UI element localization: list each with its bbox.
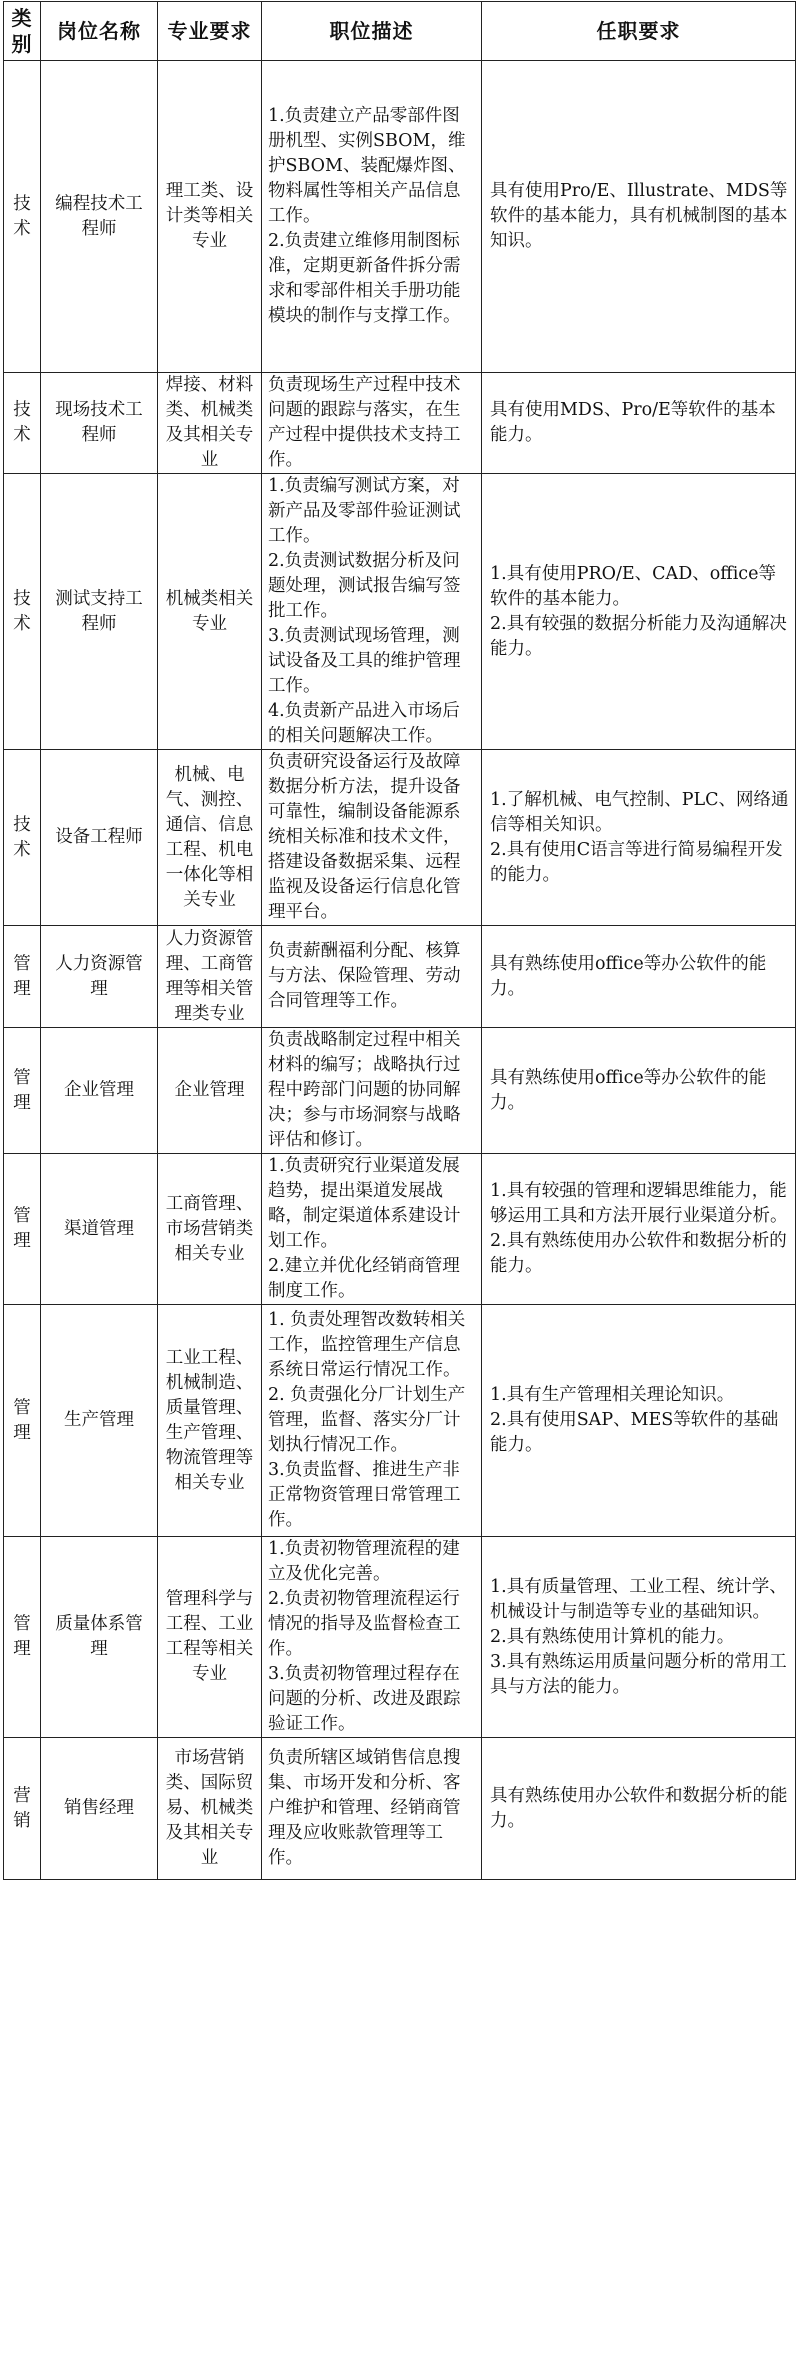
- cell-major-text: 机械类相关专业: [165, 588, 254, 634]
- header-requirements: 任职要求: [482, 2, 796, 61]
- cell-category-text: 技术: [13, 588, 31, 634]
- cell-title-text: 生产管理: [64, 1410, 134, 1430]
- cell-description: [262, 1738, 482, 1880]
- cell-title-text: 人力资源管理: [55, 953, 143, 999]
- cell-title-text: 编程技术工程师: [55, 193, 143, 239]
- cell-major-text: 机械、电气、测控、通信、信息工程、机电一体化等相关专业: [165, 764, 254, 910]
- cell-title: [41, 373, 158, 474]
- job-listing-table: [3, 1, 796, 1880]
- cell-major: [158, 926, 262, 1028]
- cell-requirements-text: 具有熟练使用办公软件和数据分析的能力。: [490, 1785, 788, 1831]
- cell-title: [41, 1305, 158, 1537]
- cell-requirements-text: 1.具有较强的管理和逻辑思维能力，能够运用工具和方法开展行业渠道分析。 2.具有熟练使用办公软件和数据分析的能力。: [490, 1181, 788, 1276]
- cell-description-text: 1.负责研究行业渠道发展趋势，提出渠道发展战略，制定渠道体系建设计划工作。 2.建立并优化经销商管理制度工作。: [268, 1156, 461, 1301]
- cell-category: [4, 373, 41, 474]
- cell-category: [4, 1154, 41, 1305]
- cell-category-text: 管理: [13, 953, 31, 999]
- cell-description: [262, 1028, 482, 1154]
- cell-major-text: 焊接、材料类、机械类及其相关专业: [165, 375, 254, 470]
- cell-requirements-text: 1.具有生产管理相关理论知识。 2.具有使用SAP、MES等软件的基础能力。: [490, 1385, 779, 1455]
- cell-category-text: 营销: [13, 1785, 31, 1831]
- cell-description-text: 负责所辖区域销售信息搜集、市场开发和分析、客户维护和管理、经销商管理及应收账款管理等工作。: [268, 1748, 461, 1868]
- cell-major-text: 企业管理: [174, 1080, 245, 1100]
- header-row: [4, 2, 796, 61]
- table-row: [4, 926, 796, 1028]
- cell-description-text: 负责薪酬福利分配、核算与方法、保险管理、劳动合同管理等工作。: [268, 941, 461, 1011]
- table-row: [4, 474, 796, 750]
- cell-category-text: 技术: [13, 814, 31, 860]
- cell-major: [158, 1154, 262, 1305]
- cell-requirements-text: 1.了解机械、电气控制、PLC、网络通信等相关知识。 2.具有使用C语言等进行简易编程开发的能力。: [490, 789, 789, 885]
- cell-description: [262, 474, 482, 750]
- cell-major-text: 市场营销类、国际贸易、机械类及其相关专业: [165, 1748, 254, 1868]
- table-row: [4, 1537, 796, 1738]
- cell-requirements: [482, 61, 796, 373]
- cell-requirements: [482, 1154, 796, 1305]
- cell-description: [262, 61, 482, 373]
- cell-category: [4, 750, 41, 926]
- cell-major-text: 人力资源管理、工商管理等相关管理类专业: [165, 928, 254, 1024]
- cell-major: [158, 1028, 262, 1154]
- cell-description: [262, 1154, 482, 1305]
- cell-requirements: [482, 1738, 796, 1880]
- cell-category-text: 管理: [13, 1397, 31, 1443]
- cell-title-text: 销售经理: [64, 1798, 134, 1818]
- table-row: [4, 373, 796, 474]
- cell-major: [158, 474, 262, 750]
- cell-requirements: [482, 926, 796, 1028]
- cell-requirements: [482, 474, 796, 750]
- cell-major-text: 理工类、设计类等相关专业: [165, 181, 254, 251]
- cell-title-text: 企业管理: [64, 1080, 134, 1100]
- cell-title: [41, 1537, 158, 1738]
- cell-description-text: 1. 负责处理智改数转相关工作，监控管理生产信息系统日常运行情况工作。 2. 负责强化分厂计划生产管理，监督、落实分厂计划执行情况工作。 3.负责监督、推进生产非正常物资管理日常管理工作。: [268, 1310, 466, 1530]
- table-row: [4, 1305, 796, 1537]
- cell-title-text: 质量体系管理: [55, 1614, 143, 1659]
- cell-category: [4, 1537, 41, 1738]
- cell-description-text: 负责研究设备运行及故障数据分析方法，提升设备可靠性，编制设备能源系统相关标准和技术文件，搭建设备数据采集、远程监视及设备运行信息化管理平台。: [268, 752, 461, 922]
- cell-major-text: 管理科学与工程、工业工程等相关专业: [165, 1589, 254, 1684]
- cell-description-text: 1.负责建立产品零部件图册机型、实例SBOM，维护SBOM、装配爆炸图、物料属性等相关产品信息工作。 2.负责建立维修用制图标准，定期更新备件拆分需求和零部件相关手册功能模块的制作与支撑工作。: [268, 106, 466, 326]
- cell-title: [41, 1154, 158, 1305]
- header-title: 岗位名称: [41, 2, 158, 61]
- cell-requirements-text: 具有使用MDS、Pro/E等软件的基本能力。: [490, 400, 776, 445]
- cell-description: [262, 1305, 482, 1537]
- cell-major: [158, 61, 262, 373]
- table-row: [4, 1154, 796, 1305]
- cell-category: [4, 1028, 41, 1154]
- cell-description: [262, 1537, 482, 1738]
- header-category: 类别: [4, 2, 41, 61]
- cell-title-text: 设备工程师: [55, 827, 143, 847]
- cell-description-text: 1.负责初物管理流程的建立及优化完善。 2.负责初物管理流程运行情况的指导及监督检查工作。 3.负责初物管理过程存在问题的分析、改进及跟踪验证工作。: [268, 1539, 461, 1734]
- table-row: [4, 750, 796, 926]
- cell-requirements-text: 1.具有质量管理、工业工程、统计学、机械设计与制造等专业的基础知识。 2.具有熟练使用计算机的能力。 3.具有熟练运用质量问题分析的常用工具与方法的能力。: [490, 1576, 787, 1697]
- cell-title: [41, 1738, 158, 1880]
- table-row: [4, 61, 796, 373]
- cell-major-text: 工业工程、机械制造、质量管理、生产管理、物流管理等相关专业: [165, 1347, 254, 1493]
- cell-title-text: 测试支持工程师: [55, 588, 143, 634]
- cell-major: [158, 750, 262, 926]
- cell-category: [4, 926, 41, 1028]
- cell-major: [158, 1305, 262, 1537]
- cell-category-text: 技术: [13, 400, 31, 445]
- cell-major-text: 工商管理、市场营销类相关专业: [165, 1193, 254, 1264]
- cell-title: [41, 750, 158, 926]
- cell-description: [262, 373, 482, 474]
- cell-requirements-text: 具有熟练使用office等办公软件的能力。: [490, 953, 767, 999]
- cell-requirements-text: 1.具有使用PRO/E、CAD、office等软件的基本能力。 2.具有较强的数据分析能力及沟通解决能力。: [490, 563, 787, 659]
- cell-category-text: 管理: [13, 1067, 31, 1113]
- cell-description-text: 负责战略制定过程中相关材料的编写；战略执行过程中跨部门问题的协同解决；参与市场洞察与战略评估和修订。: [268, 1030, 461, 1150]
- header-description: 职位描述: [262, 2, 482, 61]
- cell-category-text: 管理: [13, 1206, 31, 1251]
- cell-category: [4, 61, 41, 373]
- cell-major: [158, 1738, 262, 1880]
- cell-title-text: 渠道管理: [64, 1218, 134, 1239]
- cell-category: [4, 1305, 41, 1537]
- cell-title: [41, 474, 158, 750]
- table-row: [4, 1028, 796, 1154]
- cell-description-text: 负责现场生产过程中技术问题的跟踪与落实，在生产过程中提供技术支持工作。: [268, 375, 461, 470]
- cell-requirements: [482, 750, 796, 926]
- cell-requirements-text: 具有使用Pro/E、Illustrate、MDS等软件的基本能力，具有机械制图的基本知识。: [490, 181, 788, 251]
- cell-description: [262, 926, 482, 1028]
- cell-requirements: [482, 1305, 796, 1537]
- cell-title: [41, 1028, 158, 1154]
- cell-description: [262, 750, 482, 926]
- cell-description-text: 1.负责编写测试方案，对新产品及零部件验证测试工作。 2.负责测试数据分析及问题处理，测试报告编写签批工作。 3.负责测试现场管理，测试设备及工具的维护管理工作。 4.负责新产品进入市场后的相关问题解决工作。: [268, 476, 461, 746]
- cell-title: [41, 61, 158, 373]
- cell-requirements: [482, 373, 796, 474]
- cell-requirements: [482, 1028, 796, 1154]
- cell-requirements-text: 具有熟练使用office等办公软件的能力。: [490, 1067, 767, 1113]
- cell-title-text: 现场技术工程师: [55, 400, 143, 445]
- cell-category-text: 技术: [13, 193, 31, 239]
- table-row: [4, 1738, 796, 1880]
- cell-major: [158, 373, 262, 474]
- cell-title: [41, 926, 158, 1028]
- cell-major: [158, 1537, 262, 1738]
- cell-category-text: 管理: [13, 1614, 31, 1659]
- header-major: 专业要求: [158, 2, 262, 61]
- cell-category: [4, 1738, 41, 1880]
- cell-category: [4, 474, 41, 750]
- cell-requirements: [482, 1537, 796, 1738]
